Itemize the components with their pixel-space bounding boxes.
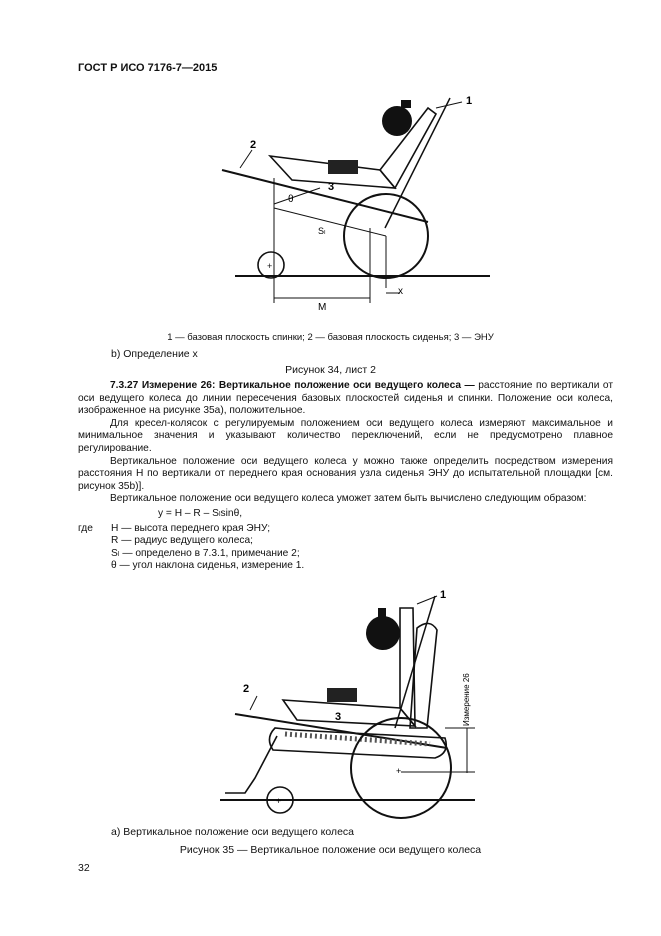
fig34-label-2: 2	[250, 139, 257, 151]
svg-text:+: +	[267, 261, 273, 271]
fig34-label-sl: Sₗ	[318, 226, 326, 236]
fig34-label-m: M	[318, 302, 327, 313]
figure-35-title: Рисунок 35 — Вертикальное положение оси ведущего колеса	[179, 844, 482, 856]
figure-35-subcaption: a) Вертикальное положение оси ведущего колеса	[111, 826, 354, 838]
enu-block	[327, 688, 357, 702]
paragraph-3: Вертикальное положение оси ведущего колеса y можно также определить посредством измерения расстояния H по вертикали от переднего края основания узла сиденья ЭНУ до испытательной площадки [см. рисунок 35b)].	[78, 455, 613, 492]
figure-34-subcaption: b) Определение x	[111, 348, 198, 360]
paragraph-4: Вертикальное положение оси ведущего колеса yможет затем быть вычислено следующим образом:	[110, 493, 587, 505]
definitions-list	[78, 523, 613, 573]
definition-item: H — высота переднего края ЭНУ;	[111, 522, 271, 534]
fig35-label-1: 1	[440, 589, 447, 601]
figure-35-drawing	[205, 588, 495, 820]
section-heading: 7.3.27 Измерение 26: Вертикальное положение оси ведущего колеса —	[110, 380, 475, 391]
fig34-label-theta: θ	[288, 194, 294, 205]
definition-item: Sₗ — определено в 7.3.1, примечание 2;	[111, 547, 300, 559]
paragraph-2: Для кресел-колясок с регулируемым положением оси ведущего колеса измеряют максимальное и минимальное значения и указывают количество переключений, если не предусмотрено плавное регулирование.	[78, 417, 613, 454]
fig34-label-1: 1	[466, 95, 473, 107]
fig35-dim-label: Измерение 26	[462, 673, 471, 726]
paragraph-1-text: расстояние по вертикали от оси ведущего колеса до линии пересечения базовых плоскостей сиденья и спинки. Положение оси колеса, изображенное на рисунке 35a), положительное.	[78, 380, 613, 417]
paragraph-1	[78, 380, 613, 418]
fig34-label-x: x	[398, 286, 403, 297]
definition-item: θ — угол наклона сиденья, измерение 1.	[111, 560, 305, 572]
page-number: 32	[78, 862, 90, 874]
fig35-label-2: 2	[243, 683, 250, 695]
footrest	[225, 736, 277, 793]
enu-block	[328, 160, 358, 174]
where-label: где	[78, 522, 93, 534]
definition-item: R — радиус ведущего колеса;	[111, 535, 253, 547]
section-body	[78, 380, 613, 573]
fig34-label-3: 3	[328, 181, 335, 193]
figure-34-drawing	[200, 88, 500, 328]
svg-text:+: +	[396, 766, 402, 776]
formula: y = H – R – Sₗsinθ,	[158, 507, 243, 519]
document-header: ГОСТ Р ИСО 7176-7—2015	[78, 62, 218, 74]
enu-body	[283, 700, 415, 726]
svg-text:+: +	[276, 796, 282, 806]
figure-34-title: Рисунок 34, лист 2	[285, 364, 376, 376]
head-ball	[382, 106, 412, 136]
fig35-label-3: 3	[335, 711, 342, 723]
figure-34-legend: 1 — базовая плоскость спинки; 2 — базовая плоскость сиденья; 3 — ЭНУ	[167, 332, 494, 343]
head-ball	[366, 616, 400, 650]
